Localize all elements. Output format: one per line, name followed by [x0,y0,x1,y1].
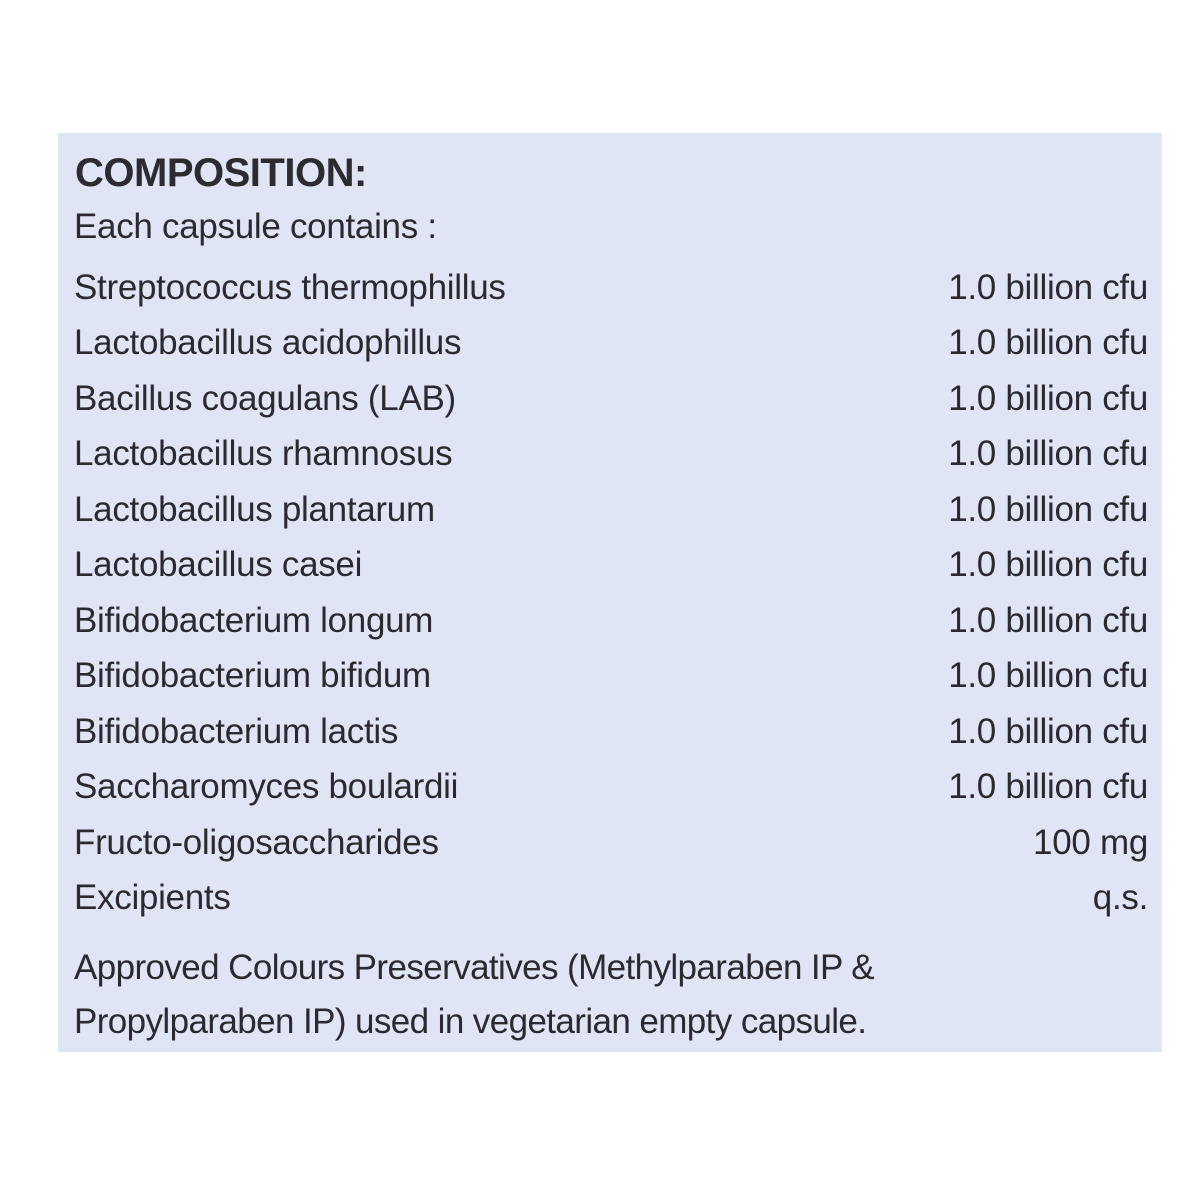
ingredient-row [74,815,1154,871]
ingredient-list [74,260,1154,926]
ingredient-name: Streptococcus thermophillus [74,267,506,307]
ingredient-name: Bacillus coagulans (LAB) [74,378,456,418]
ingredient-amount: 1.0 billion cfu [948,545,1148,585]
ingredient-amount: 1.0 billion cfu [948,600,1148,640]
ingredient-row [74,427,1154,483]
ingredient-amount: 1.0 billion cfu [948,711,1148,751]
ingredient-name: Lactobacillus casei [74,545,363,585]
ingredient-amount: 1.0 billion cfu [948,267,1148,307]
ingredient-name: Bifidobacterium lactis [74,711,399,751]
ingredient-name: Saccharomyces boulardii [74,767,459,807]
composition-intro: Each capsule contains : [74,207,437,246]
ingredient-amount: 1.0 billion cfu [948,767,1148,807]
ingredient-name: Bifidobacterium bifidum [74,656,431,696]
ingredient-name: Lactobacillus rhamnosus [74,434,453,474]
ingredient-amount: 100 mg [1033,822,1148,862]
ingredient-row [74,593,1154,649]
ingredient-row [74,760,1154,816]
ingredient-amount: 1.0 billion cfu [948,378,1148,418]
ingredient-row [74,649,1154,705]
composition-panel [58,133,1162,1052]
ingredient-amount: q.s. [1092,878,1148,918]
ingredient-amount: 1.0 billion cfu [948,656,1148,696]
composition-title: COMPOSITION: [75,151,367,195]
ingredient-row [74,316,1154,372]
ingredient-row [74,704,1154,760]
ingredient-name: Bifidobacterium longum [74,600,434,640]
ingredient-amount: 1.0 billion cfu [948,434,1148,474]
ingredient-amount: 1.0 billion cfu [948,323,1148,363]
ingredient-row [74,371,1154,427]
ingredient-row [74,482,1154,538]
ingredient-row [74,538,1154,594]
note-line-1: Approved Colours Preservatives (Methylparaben IP & [74,948,875,987]
ingredient-name: Fructo-oligosaccharides [74,822,439,862]
ingredient-name: Excipients [74,878,231,918]
ingredient-name: Lactobacillus plantarum [74,489,435,529]
ingredient-name: Lactobacillus acidophillus [74,323,462,363]
preservatives-note [74,941,1134,1049]
ingredient-row [74,260,1154,316]
ingredient-amount: 1.0 billion cfu [948,489,1148,529]
note-line-2: Propylparaben IP) used in vegetarian empty capsule. [74,1002,867,1041]
ingredient-row [74,871,1154,927]
